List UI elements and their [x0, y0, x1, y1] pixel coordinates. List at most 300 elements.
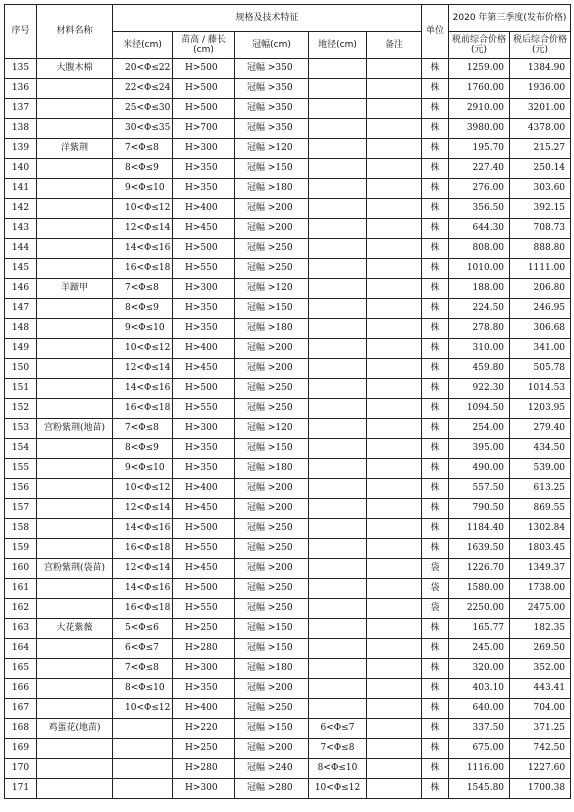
cell-height: H>500: [173, 579, 235, 599]
table-row: [5, 439, 571, 459]
cell-diameter: 12<Φ≤14: [113, 559, 173, 579]
cell-post-tax-price: 3201.00: [510, 99, 571, 119]
cell-material-name: [37, 739, 113, 759]
cell-height: H>550: [173, 259, 235, 279]
cell-index: 149: [5, 339, 37, 359]
cell-unit: 株: [422, 779, 449, 799]
cell-pre-tax-price: 1010.00: [449, 259, 510, 279]
cell-post-tax-price: 182.35: [510, 619, 571, 639]
cell-ground-diameter: [309, 439, 367, 459]
cell-unit: 株: [422, 199, 449, 219]
cell-diameter: [113, 719, 173, 739]
cell-crown: 冠幅 >180: [235, 179, 309, 199]
cell-material-name: [37, 639, 113, 659]
cell-diameter: 8<Φ≤9: [113, 439, 173, 459]
table-row: [5, 99, 571, 119]
cell-post-tax-price: 742.50: [510, 739, 571, 759]
cell-note: [367, 59, 422, 79]
cell-height: H>300: [173, 139, 235, 159]
cell-post-tax-price: 1302.84: [510, 519, 571, 539]
table-row: [5, 359, 571, 379]
cell-unit: 株: [422, 699, 449, 719]
cell-height: H>300: [173, 659, 235, 679]
table-row: [5, 399, 571, 419]
cell-crown: 冠幅 >350: [235, 119, 309, 139]
cell-material-name: 大花紫薇: [37, 619, 113, 639]
cell-note: [367, 619, 422, 639]
cell-material-name: [37, 359, 113, 379]
cell-diameter: 30<Φ≤35: [113, 119, 173, 139]
cell-pre-tax-price: 195.70: [449, 139, 510, 159]
cell-crown: 冠幅 >180: [235, 659, 309, 679]
cell-crown: 冠幅 >200: [235, 499, 309, 519]
cell-height: H>400: [173, 699, 235, 719]
cell-note: [367, 119, 422, 139]
cell-pre-tax-price: 1760.00: [449, 79, 510, 99]
cell-pre-tax-price: 644.30: [449, 219, 510, 239]
cell-material-name: [37, 219, 113, 239]
cell-pre-tax-price: 276.00: [449, 179, 510, 199]
cell-index: 139: [5, 139, 37, 159]
cell-ground-diameter: [309, 259, 367, 279]
cell-note: [367, 319, 422, 339]
cell-ground-diameter: [309, 139, 367, 159]
cell-index: 164: [5, 639, 37, 659]
table-body: [5, 59, 571, 799]
cell-diameter: 10<Φ≤12: [113, 479, 173, 499]
cell-post-tax-price: 269.50: [510, 639, 571, 659]
cell-note: [367, 659, 422, 679]
cell-crown: 冠幅 >120: [235, 419, 309, 439]
cell-note: [367, 379, 422, 399]
cell-unit: 株: [422, 479, 449, 499]
cell-pre-tax-price: 640.00: [449, 699, 510, 719]
cell-index: 171: [5, 779, 37, 799]
cell-crown: 冠幅 >250: [235, 699, 309, 719]
cell-material-name: [37, 259, 113, 279]
cell-material-name: [37, 479, 113, 499]
price-table: [4, 4, 571, 799]
cell-height: H>700: [173, 119, 235, 139]
cell-index: 143: [5, 219, 37, 239]
cell-diameter: [113, 759, 173, 779]
cell-note: [367, 279, 422, 299]
table-row: [5, 559, 571, 579]
cell-index: 147: [5, 299, 37, 319]
cell-post-tax-price: 1384.90: [510, 59, 571, 79]
header-height: 苗高 / 藤长 (cm): [173, 32, 235, 59]
table-row: [5, 579, 571, 599]
cell-unit: 株: [422, 459, 449, 479]
cell-height: H>550: [173, 399, 235, 419]
cell-crown: 冠幅 >350: [235, 99, 309, 119]
cell-post-tax-price: 1014.53: [510, 379, 571, 399]
cell-pre-tax-price: 459.80: [449, 359, 510, 379]
cell-diameter: 16<Φ≤18: [113, 259, 173, 279]
cell-ground-diameter: [309, 339, 367, 359]
cell-height: H>350: [173, 179, 235, 199]
cell-material-name: [37, 599, 113, 619]
cell-index: 158: [5, 519, 37, 539]
cell-post-tax-price: 392.15: [510, 199, 571, 219]
cell-ground-diameter: [309, 319, 367, 339]
cell-material-name: [37, 119, 113, 139]
table-row: [5, 79, 571, 99]
cell-ground-diameter: [309, 579, 367, 599]
table-row: [5, 639, 571, 659]
cell-crown: 冠幅 >280: [235, 779, 309, 799]
cell-crown: 冠幅 >240: [235, 759, 309, 779]
cell-material-name: [37, 159, 113, 179]
cell-unit: 株: [422, 139, 449, 159]
table-row: [5, 199, 571, 219]
cell-height: H>500: [173, 99, 235, 119]
cell-pre-tax-price: 1545.80: [449, 779, 510, 799]
cell-crown: 冠幅 >250: [235, 599, 309, 619]
cell-crown: 冠幅 >200: [235, 339, 309, 359]
cell-post-tax-price: 306.68: [510, 319, 571, 339]
cell-post-tax-price: 505.78: [510, 359, 571, 379]
cell-crown: 冠幅 >150: [235, 619, 309, 639]
cell-note: [367, 679, 422, 699]
cell-diameter: 16<Φ≤18: [113, 599, 173, 619]
cell-post-tax-price: 443.41: [510, 679, 571, 699]
cell-pre-tax-price: 1580.00: [449, 579, 510, 599]
cell-ground-diameter: [309, 159, 367, 179]
cell-pre-tax-price: 1116.00: [449, 759, 510, 779]
cell-unit: 株: [422, 399, 449, 419]
cell-note: [367, 239, 422, 259]
cell-index: 145: [5, 259, 37, 279]
header-post-tax: 税后综合价格(元): [510, 32, 571, 59]
cell-material-name: [37, 779, 113, 799]
table-row: [5, 499, 571, 519]
cell-post-tax-price: 1349.37: [510, 559, 571, 579]
cell-height: H>500: [173, 519, 235, 539]
table-row: [5, 539, 571, 559]
cell-unit: 株: [422, 519, 449, 539]
cell-index: 160: [5, 559, 37, 579]
cell-unit: 株: [422, 99, 449, 119]
cell-crown: 冠幅 >150: [235, 719, 309, 739]
cell-post-tax-price: 613.25: [510, 479, 571, 499]
cell-index: 146: [5, 279, 37, 299]
cell-height: H>350: [173, 159, 235, 179]
price-table-sheet: [4, 4, 570, 799]
cell-note: [367, 539, 422, 559]
header-pre-tax: 税前综合价格(元): [449, 32, 510, 59]
cell-ground-diameter: [309, 459, 367, 479]
cell-pre-tax-price: 224.50: [449, 299, 510, 319]
cell-height: H>350: [173, 439, 235, 459]
table-row: [5, 479, 571, 499]
cell-height: H>400: [173, 199, 235, 219]
cell-ground-diameter: [309, 59, 367, 79]
cell-material-name: [37, 579, 113, 599]
cell-pre-tax-price: 1184.40: [449, 519, 510, 539]
cell-index: 141: [5, 179, 37, 199]
cell-height: H>450: [173, 559, 235, 579]
cell-index: 167: [5, 699, 37, 719]
cell-note: [367, 419, 422, 439]
cell-diameter: 9<Φ≤10: [113, 319, 173, 339]
cell-index: 170: [5, 759, 37, 779]
cell-height: H>350: [173, 319, 235, 339]
cell-note: [367, 579, 422, 599]
cell-unit: 株: [422, 159, 449, 179]
cell-height: H>550: [173, 539, 235, 559]
cell-unit: 株: [422, 739, 449, 759]
cell-index: 150: [5, 359, 37, 379]
cell-material-name: 羊蹄甲: [37, 279, 113, 299]
cell-note: [367, 299, 422, 319]
header-spec-group: 规格及技术特征: [113, 5, 422, 32]
cell-crown: 冠幅 >250: [235, 379, 309, 399]
cell-pre-tax-price: 808.00: [449, 239, 510, 259]
cell-unit: 株: [422, 59, 449, 79]
cell-post-tax-price: 206.80: [510, 279, 571, 299]
cell-ground-diameter: [309, 199, 367, 219]
cell-diameter: 6<Φ≤7: [113, 639, 173, 659]
cell-ground-diameter: [309, 499, 367, 519]
table-row: [5, 59, 571, 79]
cell-material-name: [37, 379, 113, 399]
cell-crown: 冠幅 >200: [235, 679, 309, 699]
cell-ground-diameter: [309, 239, 367, 259]
table-row: [5, 699, 571, 719]
table-row: [5, 459, 571, 479]
cell-note: [367, 219, 422, 239]
cell-crown: 冠幅 >150: [235, 439, 309, 459]
cell-ground-diameter: [309, 359, 367, 379]
cell-crown: 冠幅 >250: [235, 239, 309, 259]
cell-note: [367, 439, 422, 459]
cell-index: 140: [5, 159, 37, 179]
table-row: [5, 139, 571, 159]
cell-unit: 株: [422, 759, 449, 779]
cell-index: 157: [5, 499, 37, 519]
cell-note: [367, 79, 422, 99]
cell-note: [367, 459, 422, 479]
cell-note: [367, 339, 422, 359]
cell-height: H>250: [173, 619, 235, 639]
cell-index: 152: [5, 399, 37, 419]
cell-index: 166: [5, 679, 37, 699]
cell-index: 135: [5, 59, 37, 79]
cell-post-tax-price: 1111.00: [510, 259, 571, 279]
cell-material-name: [37, 679, 113, 699]
cell-pre-tax-price: 1259.00: [449, 59, 510, 79]
cell-index: 163: [5, 619, 37, 639]
cell-post-tax-price: 1936.00: [510, 79, 571, 99]
cell-ground-diameter: [309, 79, 367, 99]
table-row: [5, 679, 571, 699]
cell-note: [367, 179, 422, 199]
cell-pre-tax-price: 395.00: [449, 439, 510, 459]
cell-ground-diameter: [309, 539, 367, 559]
cell-material-name: [37, 539, 113, 559]
cell-diameter: 14<Φ≤16: [113, 519, 173, 539]
table-row: [5, 619, 571, 639]
table-row: [5, 599, 571, 619]
cell-index: 159: [5, 539, 37, 559]
cell-crown: 冠幅 >250: [235, 259, 309, 279]
cell-ground-diameter: [309, 419, 367, 439]
cell-note: [367, 359, 422, 379]
cell-post-tax-price: 4378.00: [510, 119, 571, 139]
cell-ground-diameter: [309, 659, 367, 679]
table-row: [5, 219, 571, 239]
cell-height: H>450: [173, 219, 235, 239]
table-row: [5, 319, 571, 339]
cell-index: 169: [5, 739, 37, 759]
cell-unit: 株: [422, 639, 449, 659]
cell-pre-tax-price: 790.50: [449, 499, 510, 519]
cell-crown: 冠幅 >200: [235, 739, 309, 759]
cell-height: H>500: [173, 239, 235, 259]
cell-diameter: 12<Φ≤14: [113, 499, 173, 519]
header-crown: 冠幅(cm): [235, 32, 309, 59]
cell-height: H>350: [173, 299, 235, 319]
cell-pre-tax-price: 675.00: [449, 739, 510, 759]
cell-pre-tax-price: 227.40: [449, 159, 510, 179]
cell-material-name: 宫粉紫荆(袋苗): [37, 559, 113, 579]
cell-ground-diameter: [309, 99, 367, 119]
cell-index: 162: [5, 599, 37, 619]
cell-material-name: 宫粉紫荆(地苗): [37, 419, 113, 439]
table-row: [5, 659, 571, 679]
cell-pre-tax-price: 254.00: [449, 419, 510, 439]
cell-crown: 冠幅 >180: [235, 319, 309, 339]
cell-ground-diameter: [309, 639, 367, 659]
cell-diameter: 16<Φ≤18: [113, 539, 173, 559]
cell-unit: 株: [422, 499, 449, 519]
cell-height: H>350: [173, 679, 235, 699]
cell-material-name: [37, 79, 113, 99]
cell-crown: 冠幅 >150: [235, 159, 309, 179]
cell-note: [367, 479, 422, 499]
table-row: [5, 299, 571, 319]
cell-ground-diameter: [309, 379, 367, 399]
cell-unit: 株: [422, 719, 449, 739]
cell-pre-tax-price: 1094.50: [449, 399, 510, 419]
header-price-group: 2020 年第三季度(发布价格): [449, 5, 571, 32]
cell-material-name: [37, 659, 113, 679]
cell-material-name: [37, 459, 113, 479]
cell-pre-tax-price: 490.00: [449, 459, 510, 479]
cell-material-name: [37, 759, 113, 779]
cell-height: H>500: [173, 79, 235, 99]
cell-pre-tax-price: 310.00: [449, 339, 510, 359]
cell-diameter: 25<Φ≤30: [113, 99, 173, 119]
cell-height: H>280: [173, 759, 235, 779]
cell-material-name: 大腹木棉: [37, 59, 113, 79]
table-row: [5, 279, 571, 299]
cell-material-name: [37, 439, 113, 459]
cell-ground-diameter: 7<Φ≤8: [309, 739, 367, 759]
header-diameter: 米径(cm): [113, 32, 173, 59]
cell-post-tax-price: 246.95: [510, 299, 571, 319]
cell-note: [367, 499, 422, 519]
cell-ground-diameter: [309, 479, 367, 499]
cell-diameter: 7<Φ≤8: [113, 659, 173, 679]
table-row: [5, 419, 571, 439]
cell-material-name: [37, 399, 113, 419]
cell-index: 161: [5, 579, 37, 599]
cell-note: [367, 99, 422, 119]
cell-unit: 株: [422, 79, 449, 99]
cell-diameter: 20<Φ≤22: [113, 59, 173, 79]
cell-index: 151: [5, 379, 37, 399]
cell-diameter: 12<Φ≤14: [113, 219, 173, 239]
cell-height: H>450: [173, 359, 235, 379]
table-row: [5, 379, 571, 399]
cell-index: 153: [5, 419, 37, 439]
cell-pre-tax-price: 3980.00: [449, 119, 510, 139]
cell-pre-tax-price: 2910.00: [449, 99, 510, 119]
cell-index: 136: [5, 79, 37, 99]
cell-note: [367, 599, 422, 619]
cell-pre-tax-price: 320.00: [449, 659, 510, 679]
cell-post-tax-price: 539.00: [510, 459, 571, 479]
cell-pre-tax-price: 278.80: [449, 319, 510, 339]
cell-pre-tax-price: 403.10: [449, 679, 510, 699]
cell-diameter: 10<Φ≤12: [113, 199, 173, 219]
table-row: [5, 739, 571, 759]
table-row: [5, 339, 571, 359]
cell-diameter: 8<Φ≤9: [113, 299, 173, 319]
cell-note: [367, 759, 422, 779]
cell-post-tax-price: 1203.95: [510, 399, 571, 419]
cell-ground-diameter: [309, 399, 367, 419]
cell-note: [367, 519, 422, 539]
cell-note: [367, 639, 422, 659]
table-row: [5, 239, 571, 259]
cell-unit: 株: [422, 259, 449, 279]
cell-index: 154: [5, 439, 37, 459]
cell-pre-tax-price: 188.00: [449, 279, 510, 299]
cell-crown: 冠幅 >150: [235, 639, 309, 659]
cell-crown: 冠幅 >120: [235, 139, 309, 159]
cell-post-tax-price: 888.80: [510, 239, 571, 259]
cell-height: H>300: [173, 779, 235, 799]
cell-height: H>280: [173, 639, 235, 659]
cell-material-name: [37, 179, 113, 199]
cell-note: [367, 779, 422, 799]
cell-unit: 株: [422, 219, 449, 239]
cell-post-tax-price: 1738.00: [510, 579, 571, 599]
cell-height: H>300: [173, 419, 235, 439]
cell-pre-tax-price: 165.77: [449, 619, 510, 639]
cell-unit: 株: [422, 659, 449, 679]
cell-crown: 冠幅 >250: [235, 399, 309, 419]
cell-diameter: 9<Φ≤10: [113, 179, 173, 199]
cell-unit: 袋: [422, 599, 449, 619]
cell-unit: 株: [422, 679, 449, 699]
header-unit: 单位: [422, 5, 449, 59]
cell-height: H>300: [173, 279, 235, 299]
cell-crown: 冠幅 >200: [235, 559, 309, 579]
cell-pre-tax-price: 1639.50: [449, 539, 510, 559]
cell-diameter: [113, 739, 173, 759]
cell-diameter: 7<Φ≤8: [113, 139, 173, 159]
cell-material-name: [37, 339, 113, 359]
cell-height: H>400: [173, 479, 235, 499]
cell-index: 144: [5, 239, 37, 259]
cell-diameter: 9<Φ≤10: [113, 459, 173, 479]
cell-unit: 株: [422, 239, 449, 259]
cell-pre-tax-price: 2250.00: [449, 599, 510, 619]
